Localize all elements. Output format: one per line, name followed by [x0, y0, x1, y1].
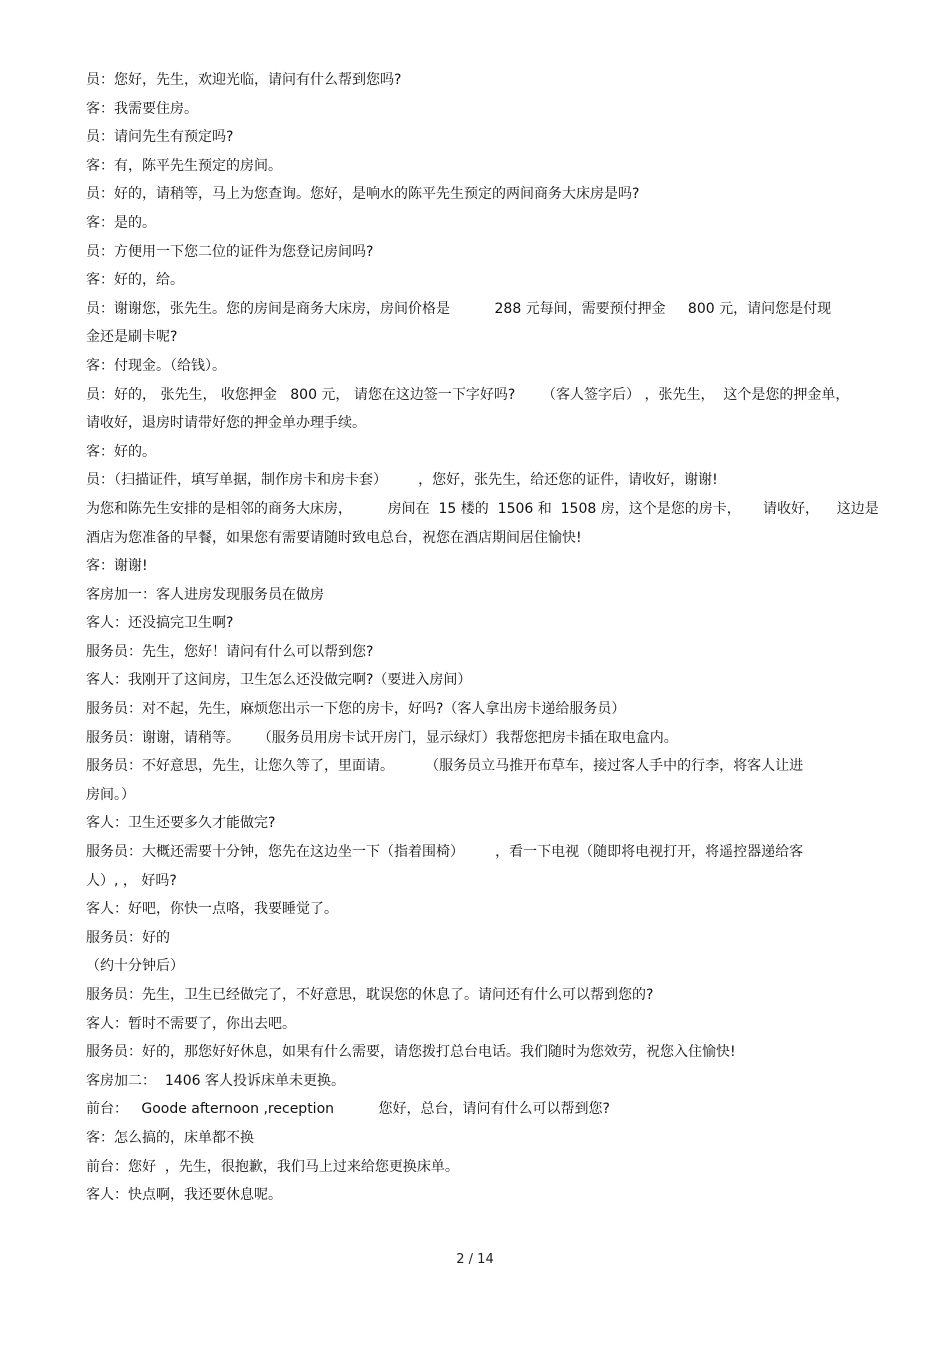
text-line: 客房加二： 1406 客人投诉床单未更换。 — [86, 1072, 345, 1089]
text-line: 服务员：先生，卫生已经做完了，不好意思，耽误您的休息了。请问还有什么可以帮到您的? — [86, 987, 654, 1003]
text-line: 客：怎么搞的，床单都不换 — [86, 1129, 254, 1146]
text-line: 房间。） — [86, 786, 135, 803]
text-line: 服务员：好的，那您好好休息，如果有什么需要，请您拨打总台电话。我们随时为您效劳，祝您入住愉快! — [86, 1044, 736, 1061]
text-line: 服务员：大概还需要十分钟，您先在这边坐一下（指着围椅） ，看一下电视（随即将电视打开，将遥控器递给客 — [86, 844, 804, 861]
text-line: 客人：好吧，你快一点咯，我要睡觉了。 — [86, 901, 338, 918]
text-line: 客：我需要住房。 — [86, 100, 198, 117]
document-body — [86, 66, 886, 1210]
text-line: 客人：我刚开了这间房，卫生怎么还没做完啊?（要进入房间） — [86, 672, 472, 689]
text-line: 服务员：谢谢，请稍等。 （服务员用房卡试开房门，显示绿灯）我帮您把房卡插在取电盒内。 — [86, 729, 678, 746]
text-line: 前台： Goode afternoon ,reception 您好，总台，请问有什么可以帮到您? — [86, 1101, 610, 1118]
text-line: 员：好的， 张先生， 收您押金 800 元， 请您在这边签一下字好吗? （客人签字后） ，张先生， 这个是您的押金单， — [86, 386, 850, 403]
text-line: 员：好的，请稍等，马上为您查询。您好，是响水的陈平先生预定的两间商务大床房是吗? — [86, 186, 640, 203]
text-line: 员：谢谢您，张先生。您的房间是商务大床房，房间价格是 288 元每间，需要预付押金 800 元，请问您是付现 — [86, 300, 832, 317]
text-line: 客：好的。 — [86, 443, 156, 460]
text-line: 服务员：对不起，先生，麻烦您出示一下您的房卡，好吗?（客人拿出房卡递给服务员） — [86, 701, 626, 718]
text-line: 服务员：好的 — [86, 929, 170, 946]
text-line: 为您和陈先生安排的是相邻的商务大床房， 房间在 15 楼的 1506 和 1508 房，这个是您的房卡， 请收好， 这边是 — [86, 500, 879, 517]
text-line: 客：付现金。（给钱）。 — [86, 357, 226, 374]
text-line: 酒店为您准备的早餐，如果您有需要请随时致电总台，祝您在酒店期间居住愉快! — [86, 529, 582, 546]
text-line: 请收好，退房时请带好您的押金单办理手续。 — [86, 415, 366, 432]
text-line: 服务员：不好意思，先生，让您久等了，里面请。 （服务员立马推开布草车，接过客人手中的行李，将客人让进 — [86, 758, 804, 775]
text-line: 客：是的。 — [86, 214, 156, 231]
text-line: 服务员：先生，您好！请问有什么可以帮到您? — [86, 643, 374, 660]
text-line: 客房加一：客人进房发现服务员在做房 — [86, 586, 324, 603]
page-number: 2 / 14 — [456, 1252, 494, 1267]
text-line: 人）, ， 好吗? — [86, 872, 177, 889]
text-line: 前台：您好 ，先生，很抱歉，我们马上过来给您更换床单。 — [86, 1158, 459, 1175]
text-line: 客人：暂时不需要了，你出去吧。 — [86, 1015, 296, 1032]
text-line: 客人：快点啊，我还要休息呢。 — [86, 1187, 282, 1204]
text-line: 员：（扫描证件，填写单据，制作房卡和房卡套） ，您好，张先生，给还您的证件，请收好，谢谢! — [86, 472, 718, 489]
text-line: （约十分钟后） — [86, 958, 184, 975]
text-line: 客人：卫生还要多久才能做完? — [86, 815, 276, 832]
text-line: 客：好的，给。 — [86, 272, 184, 289]
text-line: 客：谢谢! — [86, 558, 148, 575]
text-line: 客：有，陈平先生预定的房间。 — [86, 157, 282, 174]
text-line: 员：方便用一下您二位的证件为您登记房间吗? — [86, 243, 374, 260]
text-line: 客人：还没搞完卫生啊? — [86, 615, 234, 632]
text-line: 金还是刷卡呢? — [86, 329, 178, 346]
text-line: 员：您好，先生，欢迎光临，请问有什么帮到您吗? — [86, 72, 402, 88]
text-line: 员：请问先生有预定吗? — [86, 129, 234, 146]
